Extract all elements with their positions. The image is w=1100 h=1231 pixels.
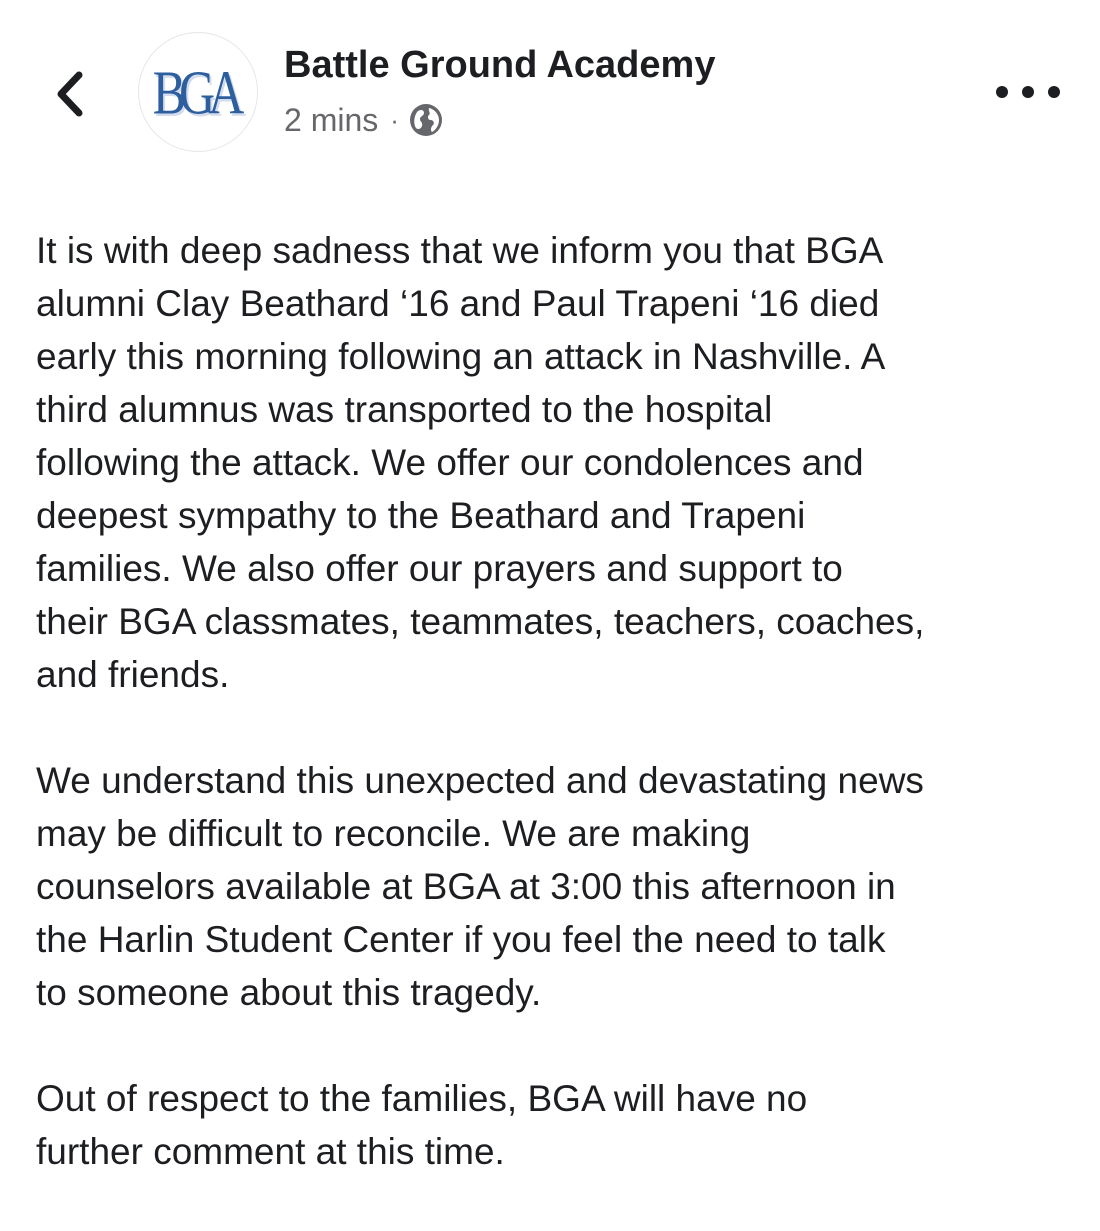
- post-paragraph: It is with deep sadness that we inform you that BGA alumni Clay Beathard ‘16 and Paul Trapeni ‘16 died early this morning following an attack in Nashville. A third alumnus was transported to the hospital following the attack. We offer our condolences and deepest sympathy to the Beathard and Trapeni families. We also offer our prayers and support to their BGA classmates, teammates, teachers, coaches, and friends.: [36, 230, 925, 695]
- more-horizontal-icon: [996, 86, 1008, 98]
- bga-logo: BGA: [152, 57, 238, 127]
- globe-icon: [409, 103, 443, 137]
- page-name-link[interactable]: Battle Ground Academy: [284, 44, 716, 86]
- chevron-left-icon: [53, 71, 87, 117]
- page-avatar[interactable]: [138, 32, 258, 152]
- more-options-button[interactable]: [996, 70, 1060, 114]
- post-meta: [284, 100, 443, 140]
- post-paragraph: Out of respect to the families, BGA will have no further comment at this time.: [36, 1078, 808, 1172]
- post-timestamp[interactable]: 2 mins: [284, 101, 379, 138]
- back-button[interactable]: [48, 62, 92, 126]
- meta-separator: ·: [390, 104, 399, 135]
- post-paragraph: We understand this unexpected and devastating news may be difficult to reconcile. We are making counselors available at BGA at 3:00 this afternoon in the Harlin Student Center if you feel the need to talk to someone about this tragedy.: [36, 760, 924, 1013]
- post-header: [0, 0, 1100, 170]
- post-body: [36, 224, 1086, 1231]
